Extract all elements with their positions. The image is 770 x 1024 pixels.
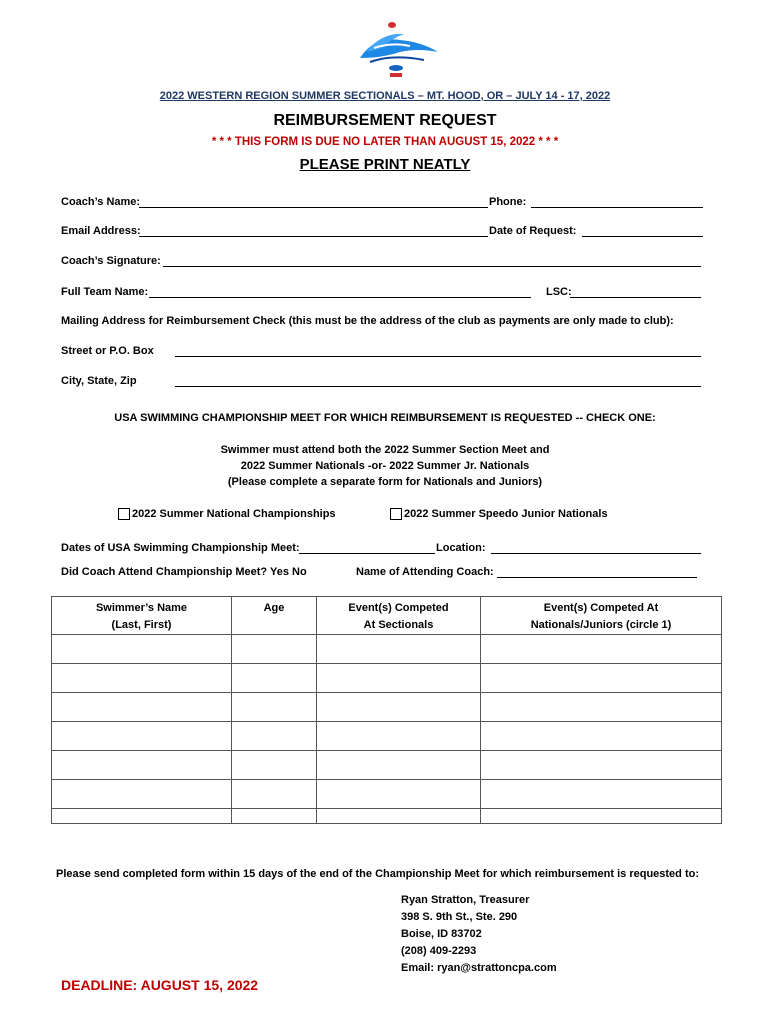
- email-label: Email Address:: [61, 225, 141, 237]
- table-row: [52, 664, 722, 693]
- table-cell[interactable]: [481, 664, 722, 693]
- signature-field[interactable]: [163, 266, 701, 267]
- table-row: [52, 809, 722, 824]
- phone-label: Phone:: [489, 196, 527, 208]
- team-name-label: Full Team Name:: [61, 286, 149, 298]
- requirement-line-3: (Please complete a separate form for Nationals and Juniors): [227, 476, 543, 488]
- due-notice: * * * THIS FORM IS DUE NO LATER THAN AUGUST 15, 2022 * * *: [211, 136, 559, 148]
- table-row: [52, 635, 722, 664]
- street-label: Street or P.O. Box: [61, 345, 154, 357]
- treasurer-street: 398 S. 9th St., Ste. 290: [401, 911, 518, 923]
- date-of-request-label: Date of Request:: [489, 225, 577, 237]
- table-cell[interactable]: [481, 722, 722, 751]
- juniors-option-label: 2022 Summer Speedo Junior Nationals: [404, 508, 608, 520]
- swimmer-name-header: Swimmer’s Name (Last, First): [52, 597, 232, 635]
- form-title: REIMBURSEMENT REQUEST: [273, 112, 497, 129]
- table-row: [52, 780, 722, 809]
- table-row: [52, 693, 722, 722]
- age-header: Age: [232, 597, 317, 635]
- swimming-logo: [352, 18, 442, 82]
- city-label: City, State, Zip: [61, 375, 137, 387]
- meet-dates-field[interactable]: [299, 553, 435, 554]
- event-title: 2022 WESTERN REGION SUMMER SECTIONALS – MT. HOOD, OR – JULY 14 - 17, 2022: [159, 90, 611, 102]
- treasurer-email: Email: ryan@strattoncpa.com: [401, 962, 557, 974]
- table-cell[interactable]: [317, 780, 481, 809]
- signature-label: Coach’s Signature:: [61, 255, 161, 267]
- table-row: [52, 751, 722, 780]
- requirement-line-2: 2022 Summer Nationals -or- 2022 Summer Jr. Nationals: [240, 460, 530, 472]
- table-cell[interactable]: [232, 809, 317, 824]
- table-cell[interactable]: [52, 693, 232, 722]
- table-row: [52, 722, 722, 751]
- date-of-request-field[interactable]: [582, 236, 703, 237]
- location-field[interactable]: [491, 553, 701, 554]
- table-cell[interactable]: [52, 722, 232, 751]
- table-cell[interactable]: [232, 751, 317, 780]
- nationals-checkbox[interactable]: [118, 508, 130, 520]
- lsc-field[interactable]: [570, 297, 701, 298]
- table-cell[interactable]: [52, 780, 232, 809]
- phone-field[interactable]: [531, 207, 703, 208]
- table-cell[interactable]: [317, 693, 481, 722]
- sectionals-events-header: Event(s) Competed At Sectionals: [317, 597, 481, 635]
- coach-attend-question: Did Coach Attend Championship Meet? Yes No: [61, 566, 307, 578]
- location-label: Location:: [436, 542, 486, 554]
- treasurer-city: Boise, ID 83702: [401, 928, 482, 940]
- nationals-events-header: Event(s) Competed At Nationals/Juniors (circle 1): [481, 597, 722, 635]
- table-cell[interactable]: [481, 780, 722, 809]
- table-cell[interactable]: [232, 780, 317, 809]
- team-name-field[interactable]: [149, 297, 531, 298]
- meet-heading: USA SWIMMING CHAMPIONSHIP MEET FOR WHICH REIMBURSEMENT IS REQUESTED -- CHECK ONE:: [114, 412, 656, 424]
- table-cell[interactable]: [317, 809, 481, 824]
- table-cell[interactable]: [52, 809, 232, 824]
- meet-dates-label: Dates of USA Swimming Championship Meet:: [61, 542, 300, 554]
- table-cell[interactable]: [481, 635, 722, 664]
- table-cell[interactable]: [481, 751, 722, 780]
- print-notice: PLEASE PRINT NEATLY: [299, 156, 471, 173]
- table-cell[interactable]: [232, 722, 317, 751]
- treasurer-phone: (208) 409-2293: [401, 945, 477, 957]
- coach-name-label: Coach’s Name:: [61, 196, 141, 208]
- email-field[interactable]: [139, 236, 488, 237]
- treasurer-name: Ryan Stratton, Treasurer: [401, 894, 530, 906]
- table-cell[interactable]: [317, 722, 481, 751]
- swimmer-table: [51, 596, 722, 824]
- attending-coach-label: Name of Attending Coach:: [356, 566, 494, 578]
- table-cell[interactable]: [481, 693, 722, 722]
- city-field[interactable]: [175, 386, 701, 387]
- juniors-checkbox[interactable]: [390, 508, 402, 520]
- table-cell[interactable]: [317, 635, 481, 664]
- table-cell[interactable]: [232, 635, 317, 664]
- table-cell[interactable]: [52, 664, 232, 693]
- mailing-address-note: Mailing Address for Reimbursement Check (this must be the address of the club as payments are only made to club):: [61, 315, 674, 327]
- table-cell[interactable]: [232, 693, 317, 722]
- table-cell[interactable]: [52, 635, 232, 664]
- coach-name-field[interactable]: [139, 207, 488, 208]
- table-header-row: [52, 597, 722, 635]
- send-instructions: Please send completed form within 15 days of the end of the Championship Meet for which reimbursement is requested to:: [56, 868, 700, 880]
- lsc-label: LSC:: [546, 286, 572, 298]
- table-cell[interactable]: [52, 751, 232, 780]
- attending-coach-field[interactable]: [497, 577, 697, 578]
- deadline-notice: DEADLINE: AUGUST 15, 2022: [61, 977, 259, 993]
- table-cell[interactable]: [232, 664, 317, 693]
- street-field[interactable]: [175, 356, 701, 357]
- table-cell[interactable]: [317, 664, 481, 693]
- table-cell[interactable]: [481, 809, 722, 824]
- nationals-option-label: 2022 Summer National Championships: [132, 508, 336, 520]
- table-cell[interactable]: [317, 751, 481, 780]
- requirement-line-1: Swimmer must attend both the 2022 Summer Section Meet and: [220, 444, 550, 456]
